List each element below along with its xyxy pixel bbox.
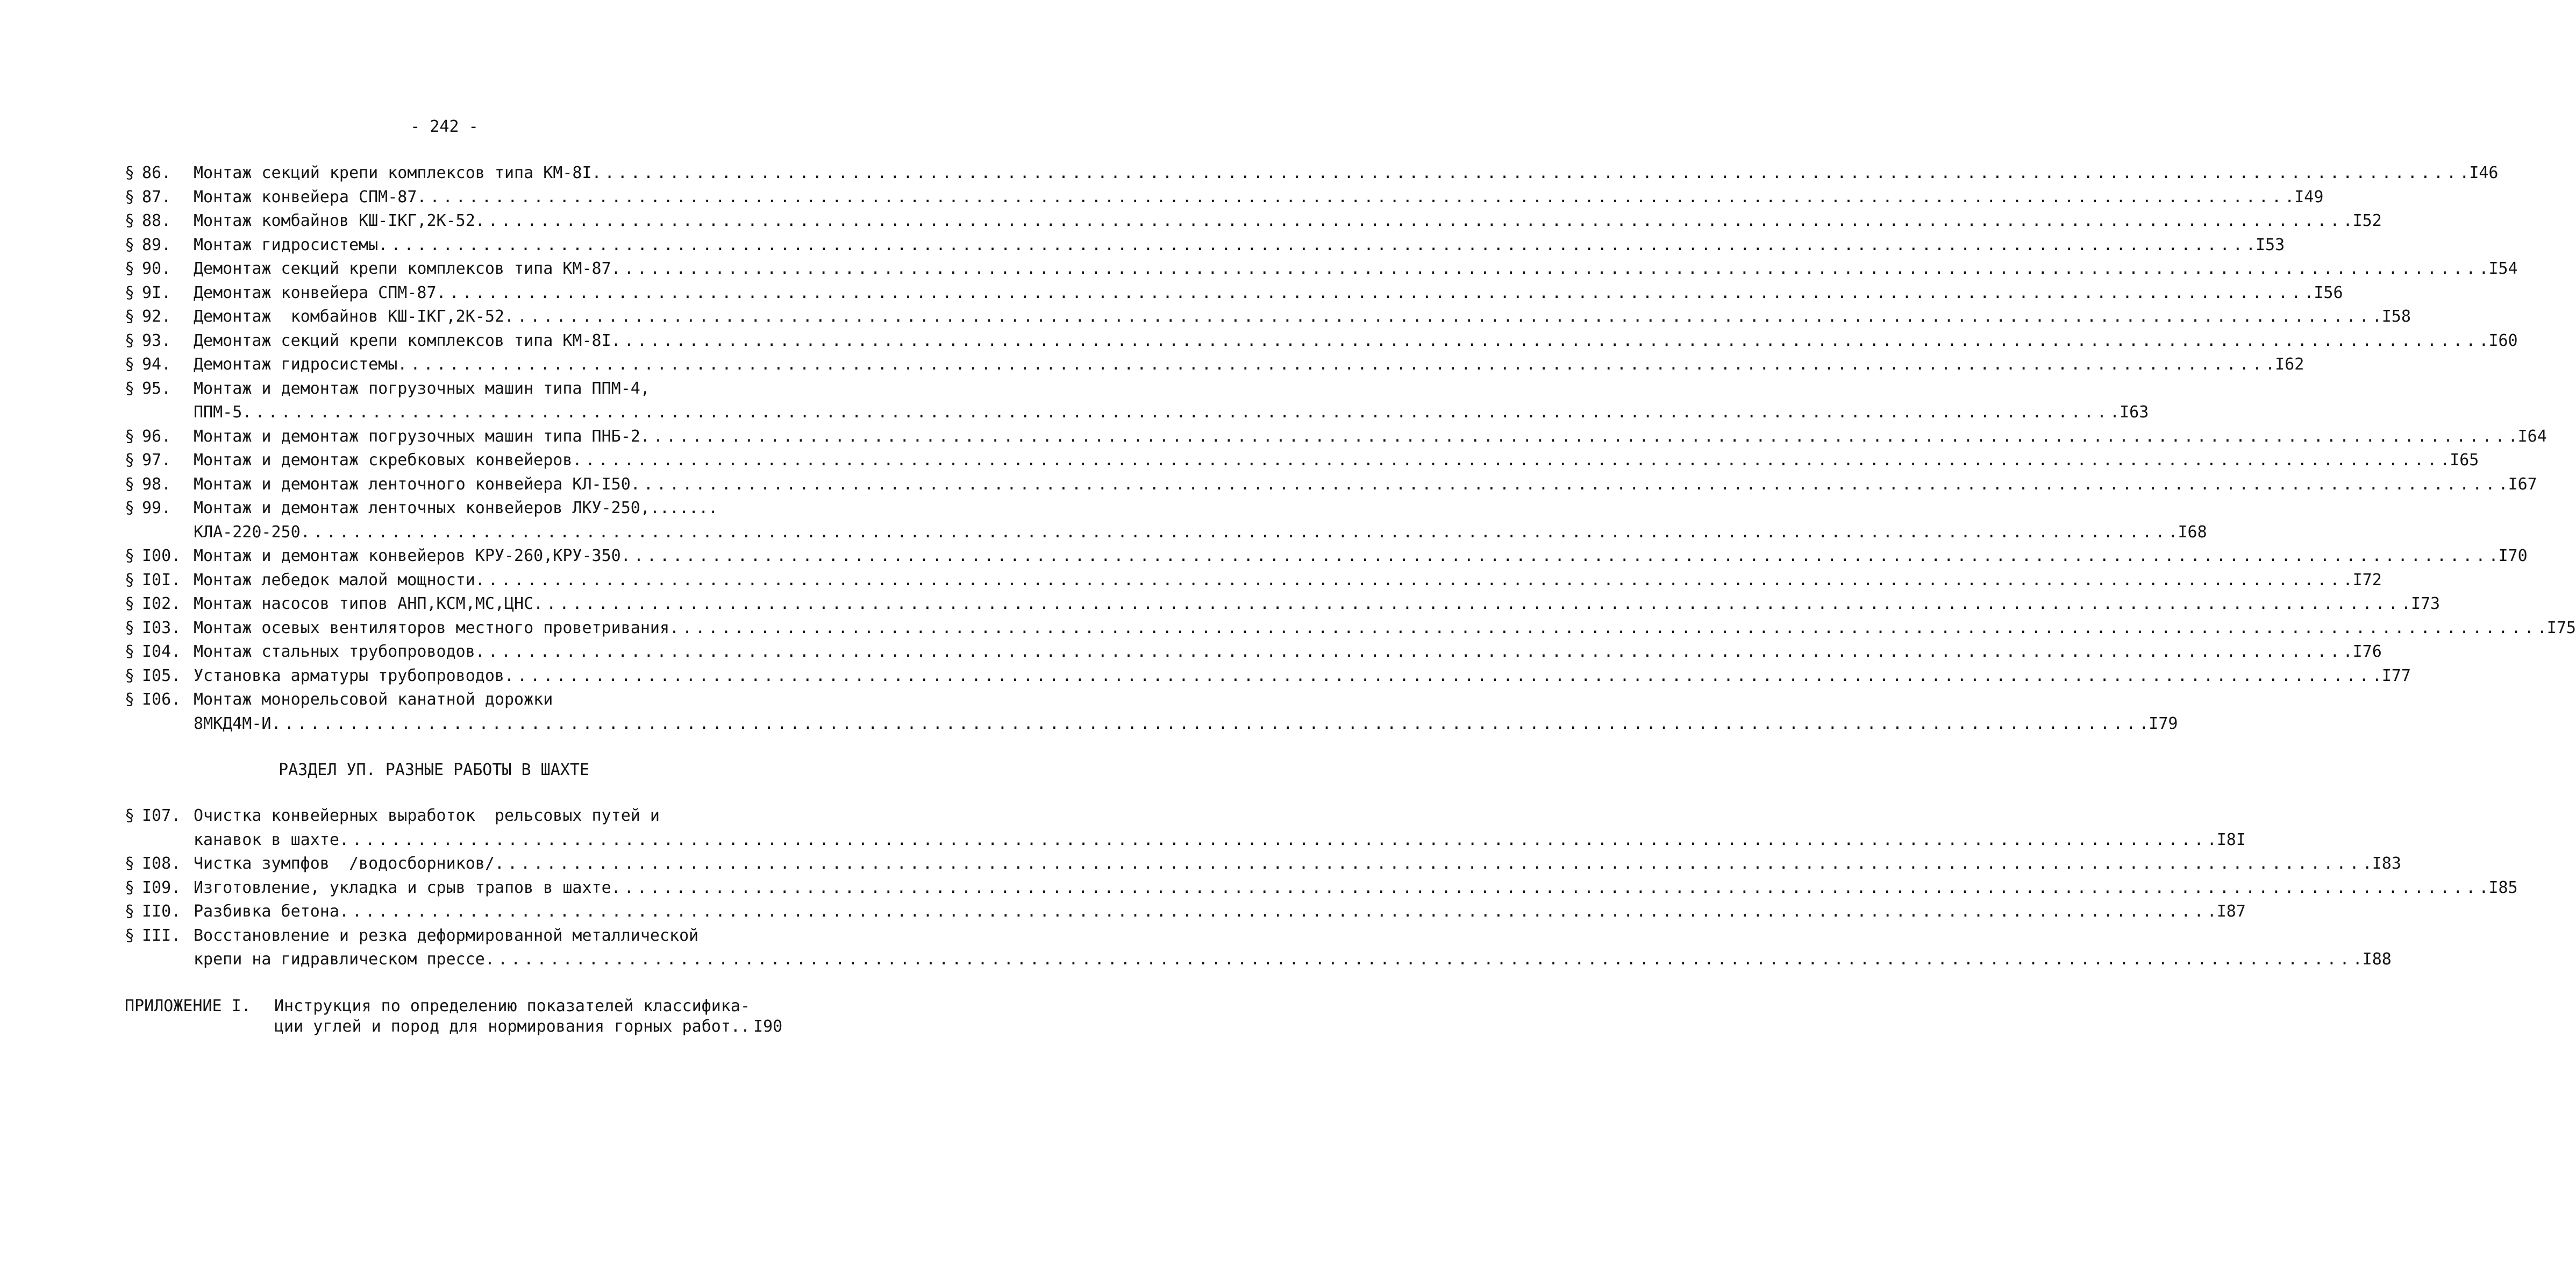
toc-entry-title: Демонтаж конвейера СПМ-87 — [194, 283, 437, 302]
section-sign-icon: § — [125, 926, 135, 945]
toc-entry-page: I67 — [2508, 474, 2537, 494]
toc-entry-title: Монтаж монорельсовой канатной дорожки — [194, 690, 553, 709]
toc-entry-line — [194, 186, 2323, 210]
toc-entry — [125, 353, 2304, 377]
toc-entry — [125, 876, 2518, 900]
dot-leader — [592, 161, 2466, 186]
toc-entry-number: 87. — [142, 187, 172, 207]
toc-entry-body — [194, 616, 2576, 641]
toc-entry-page: I83 — [2372, 854, 2401, 873]
toc-entry-line — [194, 876, 2518, 900]
dot-leader — [397, 353, 2272, 377]
toc-entry-line — [194, 305, 2411, 329]
toc-entry — [125, 209, 2382, 233]
dot-leader — [631, 473, 2505, 497]
toc-entry-page: I85 — [2488, 878, 2518, 897]
dot-leader — [301, 521, 2175, 545]
toc-entry-number: I00. — [142, 546, 181, 565]
toc-entry-number: 96. — [142, 427, 172, 446]
toc-entry-title: Монтаж и демонтаж погрузочных машин типа ППМ-4, — [194, 379, 650, 398]
toc-entry — [125, 924, 2392, 972]
section-sign-icon: § — [125, 878, 135, 897]
toc-entry-title: Монтаж стальных трубопроводов — [194, 642, 475, 661]
toc-entry-number: 94. — [142, 355, 172, 374]
toc-entry-line — [194, 924, 2392, 948]
dot-leader — [621, 544, 2495, 569]
toc-entry-line — [194, 900, 2246, 924]
toc-entry-page: I56 — [2314, 283, 2343, 302]
toc-entry-number: I05. — [142, 666, 181, 685]
toc-entry-number: I07. — [142, 806, 181, 825]
appendix-title: ции углей и пород для нормирования горных работ.. — [274, 1017, 751, 1036]
toc-entry — [125, 688, 2178, 736]
section-sign-icon: § — [125, 854, 135, 873]
toc-entry-number: 92. — [142, 307, 172, 326]
dot-leader — [339, 900, 2214, 924]
toc-entry-page: I62 — [2275, 355, 2304, 374]
toc-entry — [125, 569, 2382, 593]
section-sign-icon: § — [125, 570, 135, 590]
toc-entry-body — [194, 664, 2411, 688]
toc-entry — [125, 329, 2518, 353]
dot-leader — [572, 449, 2446, 473]
toc-entry-title: Демонтаж секций крепи комплексов типа КМ-87 — [194, 259, 611, 278]
toc-entry-title: ППМ-5 — [194, 403, 242, 422]
toc-entry-line — [194, 496, 2207, 521]
toc-entry-number: I04. — [142, 642, 181, 661]
toc-entry-number: 95. — [142, 379, 172, 398]
toc-entry-body — [194, 377, 2149, 425]
section-sign-icon: § — [125, 594, 135, 613]
toc-entry — [125, 664, 2411, 688]
toc-entry-line — [194, 329, 2518, 353]
toc-entry-body — [194, 876, 2518, 900]
toc-entry-line — [194, 828, 2246, 853]
toc-entry-body — [194, 329, 2518, 353]
section-sign-icon: § — [125, 259, 135, 278]
toc-entry-line — [194, 544, 2528, 569]
toc-entry — [125, 804, 2246, 852]
toc-entry-number: I08. — [142, 854, 181, 873]
toc-entry-page: I68 — [2178, 522, 2207, 542]
toc-entry-title: Установка арматуры трубопроводов — [194, 666, 504, 685]
toc-entry-title: Монтаж и демонтаж конвейеров КРУ-260,КРУ-350 — [194, 546, 621, 565]
section-sign-icon: § — [125, 474, 135, 494]
toc-entry-title: Демонтаж секций крепи комплексов типа КМ-8I — [194, 331, 611, 350]
toc-entry-line — [194, 616, 2576, 641]
toc-entry-page: I77 — [2381, 666, 2411, 685]
toc-entry — [125, 281, 2343, 306]
toc-entry-title: Монтаж и демонтаж ленточных конвейеров ЛКУ-250,....... — [194, 499, 718, 517]
toc-entry-body — [194, 161, 2499, 186]
dot-leader — [611, 329, 2486, 353]
toc-entry-title: Очистка конвейерных выработок рельсовых путей и — [194, 806, 660, 825]
section-sign-icon: § — [125, 666, 135, 685]
section-sign-icon: § — [125, 355, 135, 374]
toc-entry-body — [194, 900, 2246, 924]
toc-entry-title: Монтаж и демонтаж скребковых конвейеров — [194, 451, 573, 470]
toc-entry-title: Демонтаж комбайнов КШ-IКГ,2К-52 — [194, 307, 504, 326]
toc-entry-line — [194, 377, 2149, 401]
toc-entry-title: 8МКД4М-И — [194, 714, 272, 733]
toc-entry-line — [194, 664, 2411, 688]
toc-entry-number: I09. — [142, 878, 181, 897]
toc-entry-page: I54 — [2488, 259, 2518, 278]
appendix-line — [274, 996, 782, 1017]
toc-entry — [125, 186, 2324, 210]
toc-entry-line — [194, 449, 2479, 473]
toc-entry-title: КЛА-220-250 — [194, 522, 301, 542]
dot-leader — [437, 281, 2311, 306]
toc-entry-page: I63 — [2120, 403, 2149, 422]
toc-entry-body — [194, 305, 2411, 329]
dot-leader — [272, 712, 2146, 736]
dot-leader — [242, 401, 2116, 425]
section-sign-icon: § — [125, 902, 135, 921]
dot-leader — [504, 305, 2379, 329]
section-sign-icon: § — [125, 499, 135, 517]
toc-entry — [125, 161, 2499, 186]
toc-list-section-vii — [125, 804, 2518, 972]
dot-leader — [640, 425, 2515, 449]
toc-entry — [125, 592, 2441, 616]
toc-entry-title: Монтаж осевых вентиляторов местного проветривания — [194, 618, 670, 637]
toc-entry-title: Восстановление и резка деформированной металлической — [194, 926, 699, 945]
toc-list-section-vi — [125, 161, 2576, 736]
appendix-body — [274, 996, 782, 1037]
toc-entry-title: Монтаж лебедок малой мощности — [194, 570, 475, 590]
toc-entry — [125, 449, 2479, 473]
toc-entry-number: 98. — [142, 474, 172, 494]
toc-entry-title: Демонтаж гидросистемы — [194, 355, 398, 374]
section-sign-icon: § — [125, 642, 135, 661]
toc-entry-line — [194, 473, 2537, 497]
toc-entry-body — [194, 640, 2382, 664]
toc-entry — [125, 305, 2411, 329]
toc-entry-page: I65 — [2450, 451, 2479, 470]
toc-entry-line — [194, 948, 2392, 972]
toc-entry-line — [194, 257, 2518, 281]
toc-entry — [125, 377, 2149, 425]
page-number: - 242 - — [410, 117, 479, 136]
toc-entry-body — [194, 281, 2343, 306]
toc-entry-title: канавок в шахте — [194, 830, 339, 849]
toc-entry-page: I64 — [2517, 427, 2547, 446]
toc-entry-page: I87 — [2216, 902, 2246, 921]
toc-entry-body — [194, 804, 2246, 852]
toc-entry-number: I0I. — [142, 570, 181, 590]
toc-entry-line — [194, 209, 2382, 233]
toc-entry-page: I72 — [2352, 570, 2382, 590]
toc-entry-number: 88. — [142, 211, 172, 230]
toc-entry-line — [194, 521, 2207, 545]
toc-entry — [125, 233, 2285, 258]
toc-entry-line — [194, 425, 2547, 449]
section-sign-icon: § — [125, 235, 135, 254]
toc-entry-title: Чистка зумпфов /водосборников/ — [194, 854, 495, 873]
toc-entry-page: I73 — [2410, 594, 2441, 613]
toc-entry-body — [194, 496, 2207, 544]
section-sign-icon: § — [125, 164, 135, 182]
dot-leader — [669, 616, 2544, 641]
section-sign-icon: § — [125, 307, 135, 326]
toc-entry-page: I46 — [2469, 164, 2499, 182]
appendix-title: Инструкция по определению показателей классифика- — [274, 997, 751, 1016]
toc-entry — [125, 852, 2401, 876]
toc-entry-page: I49 — [2294, 187, 2324, 207]
toc-entry-line — [194, 161, 2499, 186]
toc-entry-title: Изготовление, укладка и срыв трапов в шахте — [194, 878, 611, 897]
toc-entry-line — [194, 712, 2178, 736]
appendix-entry — [125, 996, 781, 1037]
toc-entry — [125, 544, 2528, 569]
toc-entry-page: I75 — [2546, 618, 2576, 637]
toc-entry-page: I79 — [2149, 714, 2178, 733]
section-sign-icon: § — [125, 187, 135, 207]
toc-entry-body — [194, 592, 2440, 616]
toc-entry-line — [194, 852, 2401, 876]
dot-leader — [378, 233, 2252, 258]
toc-entry-body — [194, 425, 2547, 449]
toc-entry-body — [194, 353, 2304, 377]
section-sign-icon: § — [125, 211, 135, 230]
dot-leader — [475, 569, 2350, 593]
toc-entry-page: I52 — [2352, 211, 2382, 230]
toc-entry-line — [194, 640, 2382, 664]
toc-entry-title: Монтаж насосов типов АНП,КСМ,МС,ЦНС — [194, 594, 534, 613]
toc-entry-line — [194, 592, 2440, 616]
section-heading: РАЗДЕЛ УП. РАЗНЫЕ РАБОТЫ В ШАХТЕ — [279, 761, 589, 779]
section-sign-icon: § — [125, 690, 135, 709]
toc-entry-body — [194, 209, 2382, 233]
section-sign-icon: § — [125, 546, 135, 565]
section-sign-icon: § — [125, 331, 135, 350]
toc-entry-title: Монтаж гидросистемы — [194, 235, 379, 254]
dot-leader — [475, 209, 2350, 233]
table-of-contents — [125, 161, 2576, 972]
toc-entry-body — [194, 544, 2528, 569]
toc-entry — [125, 900, 2246, 924]
toc-entry-page: I8I — [2216, 830, 2246, 849]
toc-entry-page: I58 — [2381, 307, 2411, 326]
toc-entry — [125, 616, 2576, 641]
toc-entry-number: II0. — [142, 902, 181, 921]
dot-leader — [485, 948, 2359, 972]
toc-entry-title: Монтаж секций крепи комплексов типа КМ-8I — [194, 164, 592, 182]
toc-entry-line — [194, 233, 2285, 258]
toc-entry-page: I76 — [2352, 642, 2382, 661]
dot-leader — [504, 664, 2379, 688]
toc-entry-title: Монтаж и демонтаж погрузочных машин типа ПНБ-2 — [194, 427, 640, 446]
toc-entry-line — [194, 569, 2382, 593]
toc-entry-title: Разбивка бетона — [194, 902, 339, 921]
section-sign-icon: § — [125, 427, 135, 446]
toc-entry — [125, 473, 2537, 497]
toc-entry-number: I02. — [142, 594, 181, 613]
dot-leader — [339, 828, 2214, 853]
dot-leader — [533, 592, 2408, 616]
toc-entry-title: Монтаж комбайнов КШ-IКГ,2К-52 — [194, 211, 475, 230]
toc-entry-body — [194, 186, 2323, 210]
toc-entry-line — [194, 281, 2343, 306]
toc-entry-body — [194, 924, 2392, 972]
toc-entry-title: крепи на гидравлическом прессе — [194, 950, 485, 969]
toc-entry-number: I06. — [142, 690, 181, 709]
dot-leader — [495, 852, 2369, 876]
toc-entry-body — [194, 473, 2537, 497]
toc-entry-number: 9I. — [142, 283, 172, 302]
toc-entry — [125, 496, 2207, 544]
toc-entry-number: 99. — [142, 499, 172, 517]
toc-entry-body — [194, 688, 2178, 736]
section-sign-icon: § — [125, 806, 135, 825]
toc-entry-page: I88 — [2362, 950, 2392, 969]
section-sign-icon: § — [125, 451, 135, 470]
toc-entry-number: III. — [142, 926, 181, 945]
toc-entry-page: I70 — [2498, 546, 2528, 565]
appendix-label: ПРИЛОЖЕНИЕ I. — [125, 997, 251, 1016]
toc-entry-page: I60 — [2488, 331, 2518, 350]
toc-entry-body — [194, 233, 2285, 258]
toc-entry-body — [194, 852, 2401, 876]
dot-leader — [611, 257, 2486, 281]
dot-leader — [417, 186, 2291, 210]
toc-entry-line — [194, 804, 2246, 828]
toc-entry-number: 93. — [142, 331, 172, 350]
toc-entry-number: I03. — [142, 618, 181, 637]
toc-entry-line — [194, 353, 2304, 377]
toc-entry-title: Монтаж конвейера СПМ-87 — [194, 187, 417, 207]
toc-entry-line — [194, 688, 2178, 712]
toc-entry-number: 89. — [142, 235, 172, 254]
toc-entry-page: I53 — [2255, 235, 2285, 254]
toc-entry-body — [194, 257, 2518, 281]
appendix-line — [274, 1017, 782, 1037]
appendix-page: I90 — [753, 1017, 783, 1036]
toc-entry-number: 86. — [142, 164, 172, 182]
toc-entry-body — [194, 449, 2479, 473]
dot-leader — [611, 876, 2486, 900]
dot-leader — [475, 640, 2350, 664]
toc-entry-number: 97. — [142, 451, 172, 470]
section-sign-icon: § — [125, 379, 135, 398]
toc-entry — [125, 640, 2382, 664]
section-sign-icon: § — [125, 618, 135, 637]
section-sign-icon: § — [125, 283, 135, 302]
toc-entry-body — [194, 569, 2382, 593]
toc-entry-line — [194, 401, 2149, 425]
toc-entry — [125, 257, 2518, 281]
toc-entry — [125, 425, 2547, 449]
toc-entry-number: 90. — [142, 259, 172, 278]
toc-entry-title: Монтаж и демонтаж ленточного конвейера КЛ-I50 — [194, 474, 631, 494]
